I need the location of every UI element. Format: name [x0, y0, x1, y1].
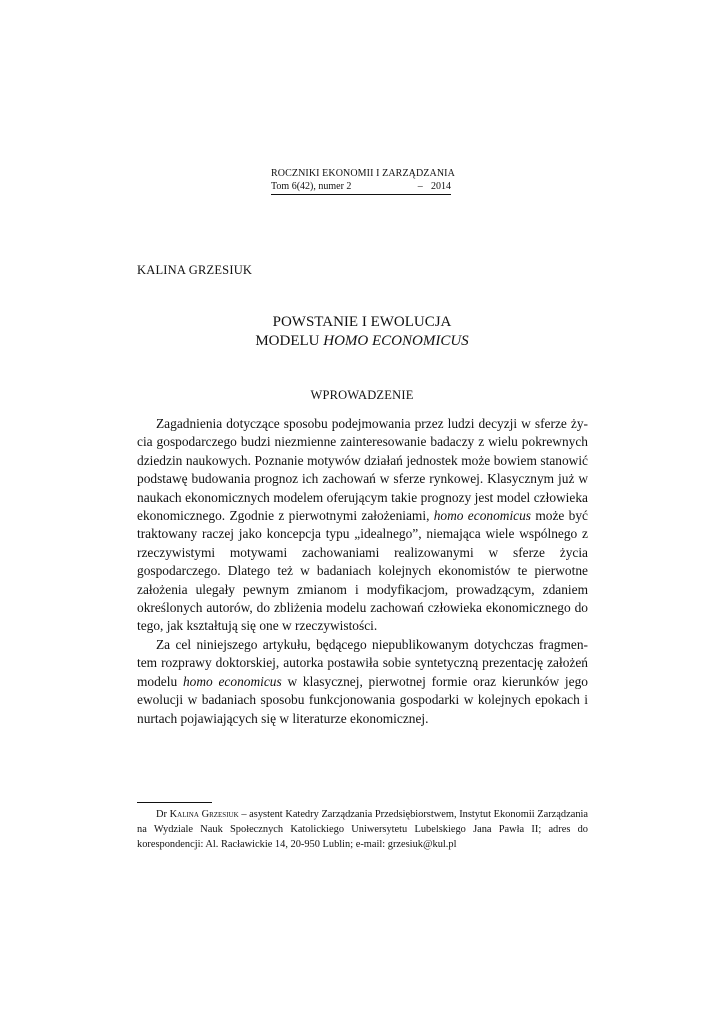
footnote-divider: [137, 802, 212, 803]
footnote-text: [137, 807, 588, 852]
paragraph-1-part-1: Zagadnienia dotyczące sposobu podejmowania przez ludzi decyzji w sferze życia gospodarczego budzi niezmienne zainteresowanie badaczy z wielu pokrewnych dziedzin naukowych. Poznanie motywów działań jednostek może bowiem stanowić podstawę budowania prognoz ich zachowań w sferze rynkowej. Klasycznym już w naukach ekonomicznych modelem oferującym takie prognozy jest model człowieka ekonomicznego. Zgodnie z pierwotnymi założeniami,: [137, 416, 588, 524]
journal-year: 2014: [431, 181, 451, 192]
footnote-prefix: Dr: [156, 809, 170, 820]
journal-header: [271, 167, 455, 195]
title-line-1: POWSTANIE I EWOLUCJA: [272, 314, 452, 330]
journal-dash: –: [417, 181, 423, 192]
journal-volume-number: Tom 6(42), numer 2: [271, 181, 352, 192]
paragraph-2-part-1: Za cel niniejszego artykułu, będącego niepublikowanym dotychczas fragmentem rozprawy doktorskiej, autorka postawiła sobie syntetyczną prezentację założeń modelu: [137, 636, 588, 689]
footnote: [137, 807, 588, 852]
paragraph-2: [137, 636, 588, 728]
title-line-2: [0, 332, 724, 351]
journal-name: ROCZNIKI EKONOMII I ZARZĄDZANIA: [271, 168, 455, 179]
paragraph-1: [137, 415, 588, 636]
footnote-author-name: Kalina Grzesiuk: [169, 809, 239, 820]
section-heading: WPROWADZENIE: [310, 388, 414, 402]
author-name: KALINA GRZESIUK: [137, 263, 253, 277]
journal-issue-line: [271, 180, 451, 195]
article-body: [137, 415, 588, 728]
footnote-body: – asystent Katedry Zarządzania Przedsiębiorstwem, Instytut Ekonomii Zarządzania na Wydziale Nauk Społecznych Katolickiego Uniwersytetu Lubelskiego Jana Pawła II; adres do korespondencji: Al. Racławickie 14, 20-950 Lublin; e-mail: grzesiuk@kul.pl: [137, 809, 589, 850]
paragraph-1-italic: homo economicus: [433, 508, 532, 524]
paragraph-2-part-2: w klasycznej, pierwotnej formie oraz kierunków jego ewolucji w badaniach sposobu funkcjonowania gospodarki w kolejnych epokach i nurtach pojawiających się w literaturze ekonomicznej.: [137, 673, 588, 726]
article-title: [0, 313, 724, 351]
paragraph-2-italic: homo economicus: [182, 673, 282, 689]
title-line-2-italic: HOMO ECONOMICUS: [323, 333, 469, 349]
title-line-2-prefix: MODELU: [255, 333, 324, 349]
paragraph-1-part-2: może być traktowany raczej jako koncepcja typu „idealnego”, niemająca wiele wspólnego z rzeczywistymi motywami zachowaniami realizowanymi w sferze życia gospodarczego. Dlatego też w badaniach kolejnych ekonomistów te pierwotne założenia ulegały pewnym zmianom i modyfikacjom, prowadzącym, zdaniem określonych autorów, do zbliżenia modelu zachowań człowieka ekonomicznego do tego, jak kształtują się one w rzeczywistości.: [137, 508, 588, 634]
